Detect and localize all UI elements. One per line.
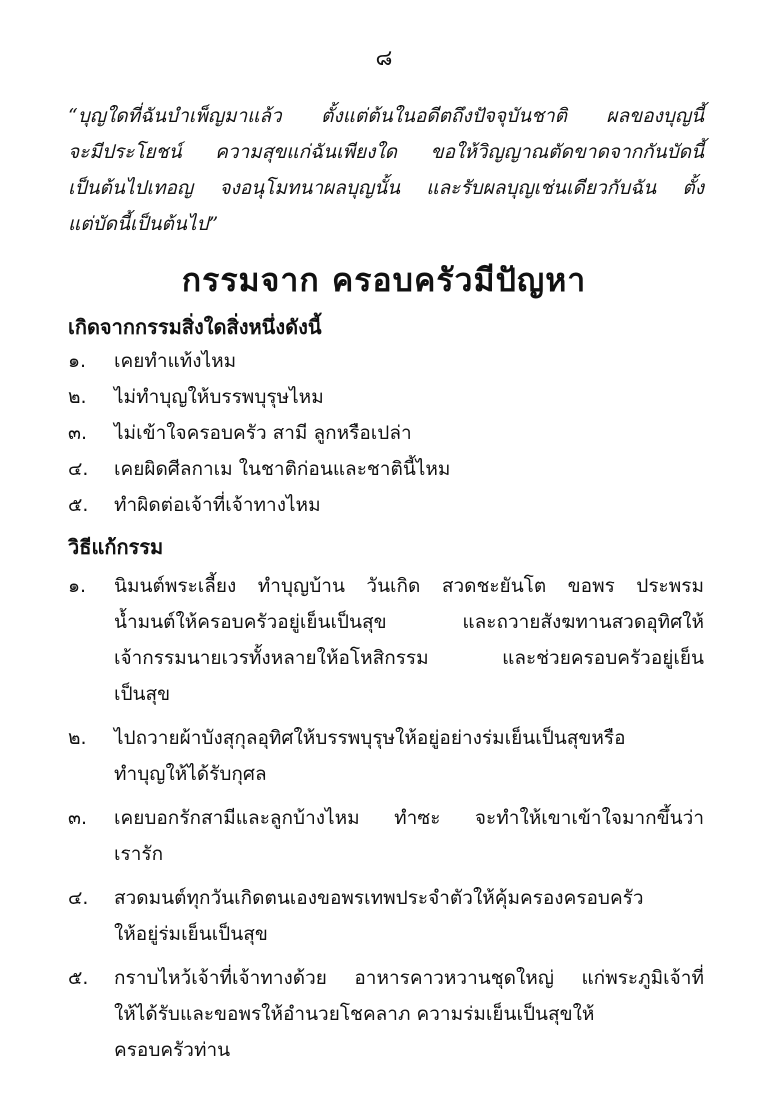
causes-list [68,346,704,526]
item-number: ๑. [68,350,87,372]
remedy-line: ไปถวายผ้าบังสุกุลอุทิศให้บรรพบุรุษให้อยู่อย่างร่มเย็นเป็นสุขหรือ [114,727,626,749]
cause-item [68,418,704,454]
item-number: ๒. [68,386,87,408]
remedy-line: ทำบุญให้ได้รับกุศล [114,763,267,785]
cause-text: ทำผิดต่อเจ้าที่เจ้าทางไหม [114,494,321,516]
cause-text: ไม่ทำบุญให้บรรพบุรุษไหม [114,386,324,408]
cause-item [68,346,704,382]
remedy-item [68,960,704,1068]
page-title: กรรมจาก ครอบครัวมีปัญหา [181,261,587,299]
remedy-line: เคยบอกรักสามีและลูกบ้างไหม ทำซะ จะทำให้เขาเข้าใจมากขึ้นว่า [114,807,704,829]
cause-text: เคยผิดศีลกาเม ในชาติก่อนและชาตินี้ไหม [114,458,451,480]
quote-line: จะมีประโยชน์ ความสุขแก่ฉันเพียงใด ขอให้วิญญาณตัดขาดจากกันบัดนี้ [68,141,704,163]
remedy-line: เรารัก [114,843,164,865]
item-number: ๔. [68,458,89,480]
remedies-heading: วิธีแก้กรรม [68,535,164,559]
causes-heading: เกิดจากกรรมสิ่งใดสิ่งหนึ่งดังนี้ [68,315,322,339]
quote-line: เป็นต้นไปเทอญ จงอนุโมทนาผลบุญนั้น และรับผลบุญเช่นเดียวกับฉัน ตั้ง [68,177,704,199]
remedy-line: ให้อยู่ร่มเย็นเป็นสุข [114,923,268,945]
cause-text: ไม่เข้าใจครอบครัว สามี ลูกหรือเปล่า [114,422,412,444]
remedy-line: สวดมนต์ทุกวันเกิดตนเองขอพรเทพประจำตัวให้คุ้มครองครอบครัว [114,887,644,909]
item-number: ๑. [68,575,87,597]
page-number: ๘ [375,46,393,71]
remedy-item [68,568,704,712]
remedy-line: เจ้ากรรมนายเวรทั้งหลายให้อโหสิกรรม และช่วยครอบครัวอยู่เย็น [114,647,704,669]
item-number: ๒. [68,727,87,749]
remedy-item [68,880,704,952]
remedy-item [68,800,704,872]
cause-item [68,382,704,418]
dedication-quote [68,98,704,242]
quote-line: แต่บัดนี้เป็นต้นไป” [68,213,219,235]
cause-item [68,454,704,490]
remedy-item [68,720,704,792]
item-number: ๔. [68,887,89,909]
item-number: ๓. [68,422,88,444]
cause-text: เคยทำแท้งไหม [114,350,237,372]
remedies-list [68,568,704,1076]
cause-item [68,490,704,526]
remedy-line: เป็นสุข [114,683,171,705]
quote-line: “บุญใดที่ฉันบำเพ็ญมาแล้ว ตั้งแต่ต้นในอดีตถึงปัจจุบันชาติ ผลของบุญนี้ [68,105,704,127]
remedy-line: นิมนต์พระเลี้ยง ทำบุญบ้าน วันเกิด สวดชะยันโต ขอพร ประพรม [114,575,704,597]
remedy-line: ให้ได้รับและขอพรให้อำนวยโชคลาภ ความร่มเย็นเป็นสุขให้ [114,1003,595,1025]
item-number: ๕. [68,967,89,989]
item-number: ๕. [68,494,89,516]
remedy-line: กราบไหว้เจ้าที่เจ้าทางด้วย อาหารคาวหวานชุดใหญ่ แก่พระภูมิเจ้าที่ [114,967,704,989]
remedy-line: น้ำมนต์ให้ครอบครัวอยู่เย็นเป็นสุข และถวายสังฆทานสวดอุทิศให้ [114,611,704,633]
item-number: ๓. [68,807,88,829]
remedy-line: ครอบครัวท่าน [114,1039,231,1061]
